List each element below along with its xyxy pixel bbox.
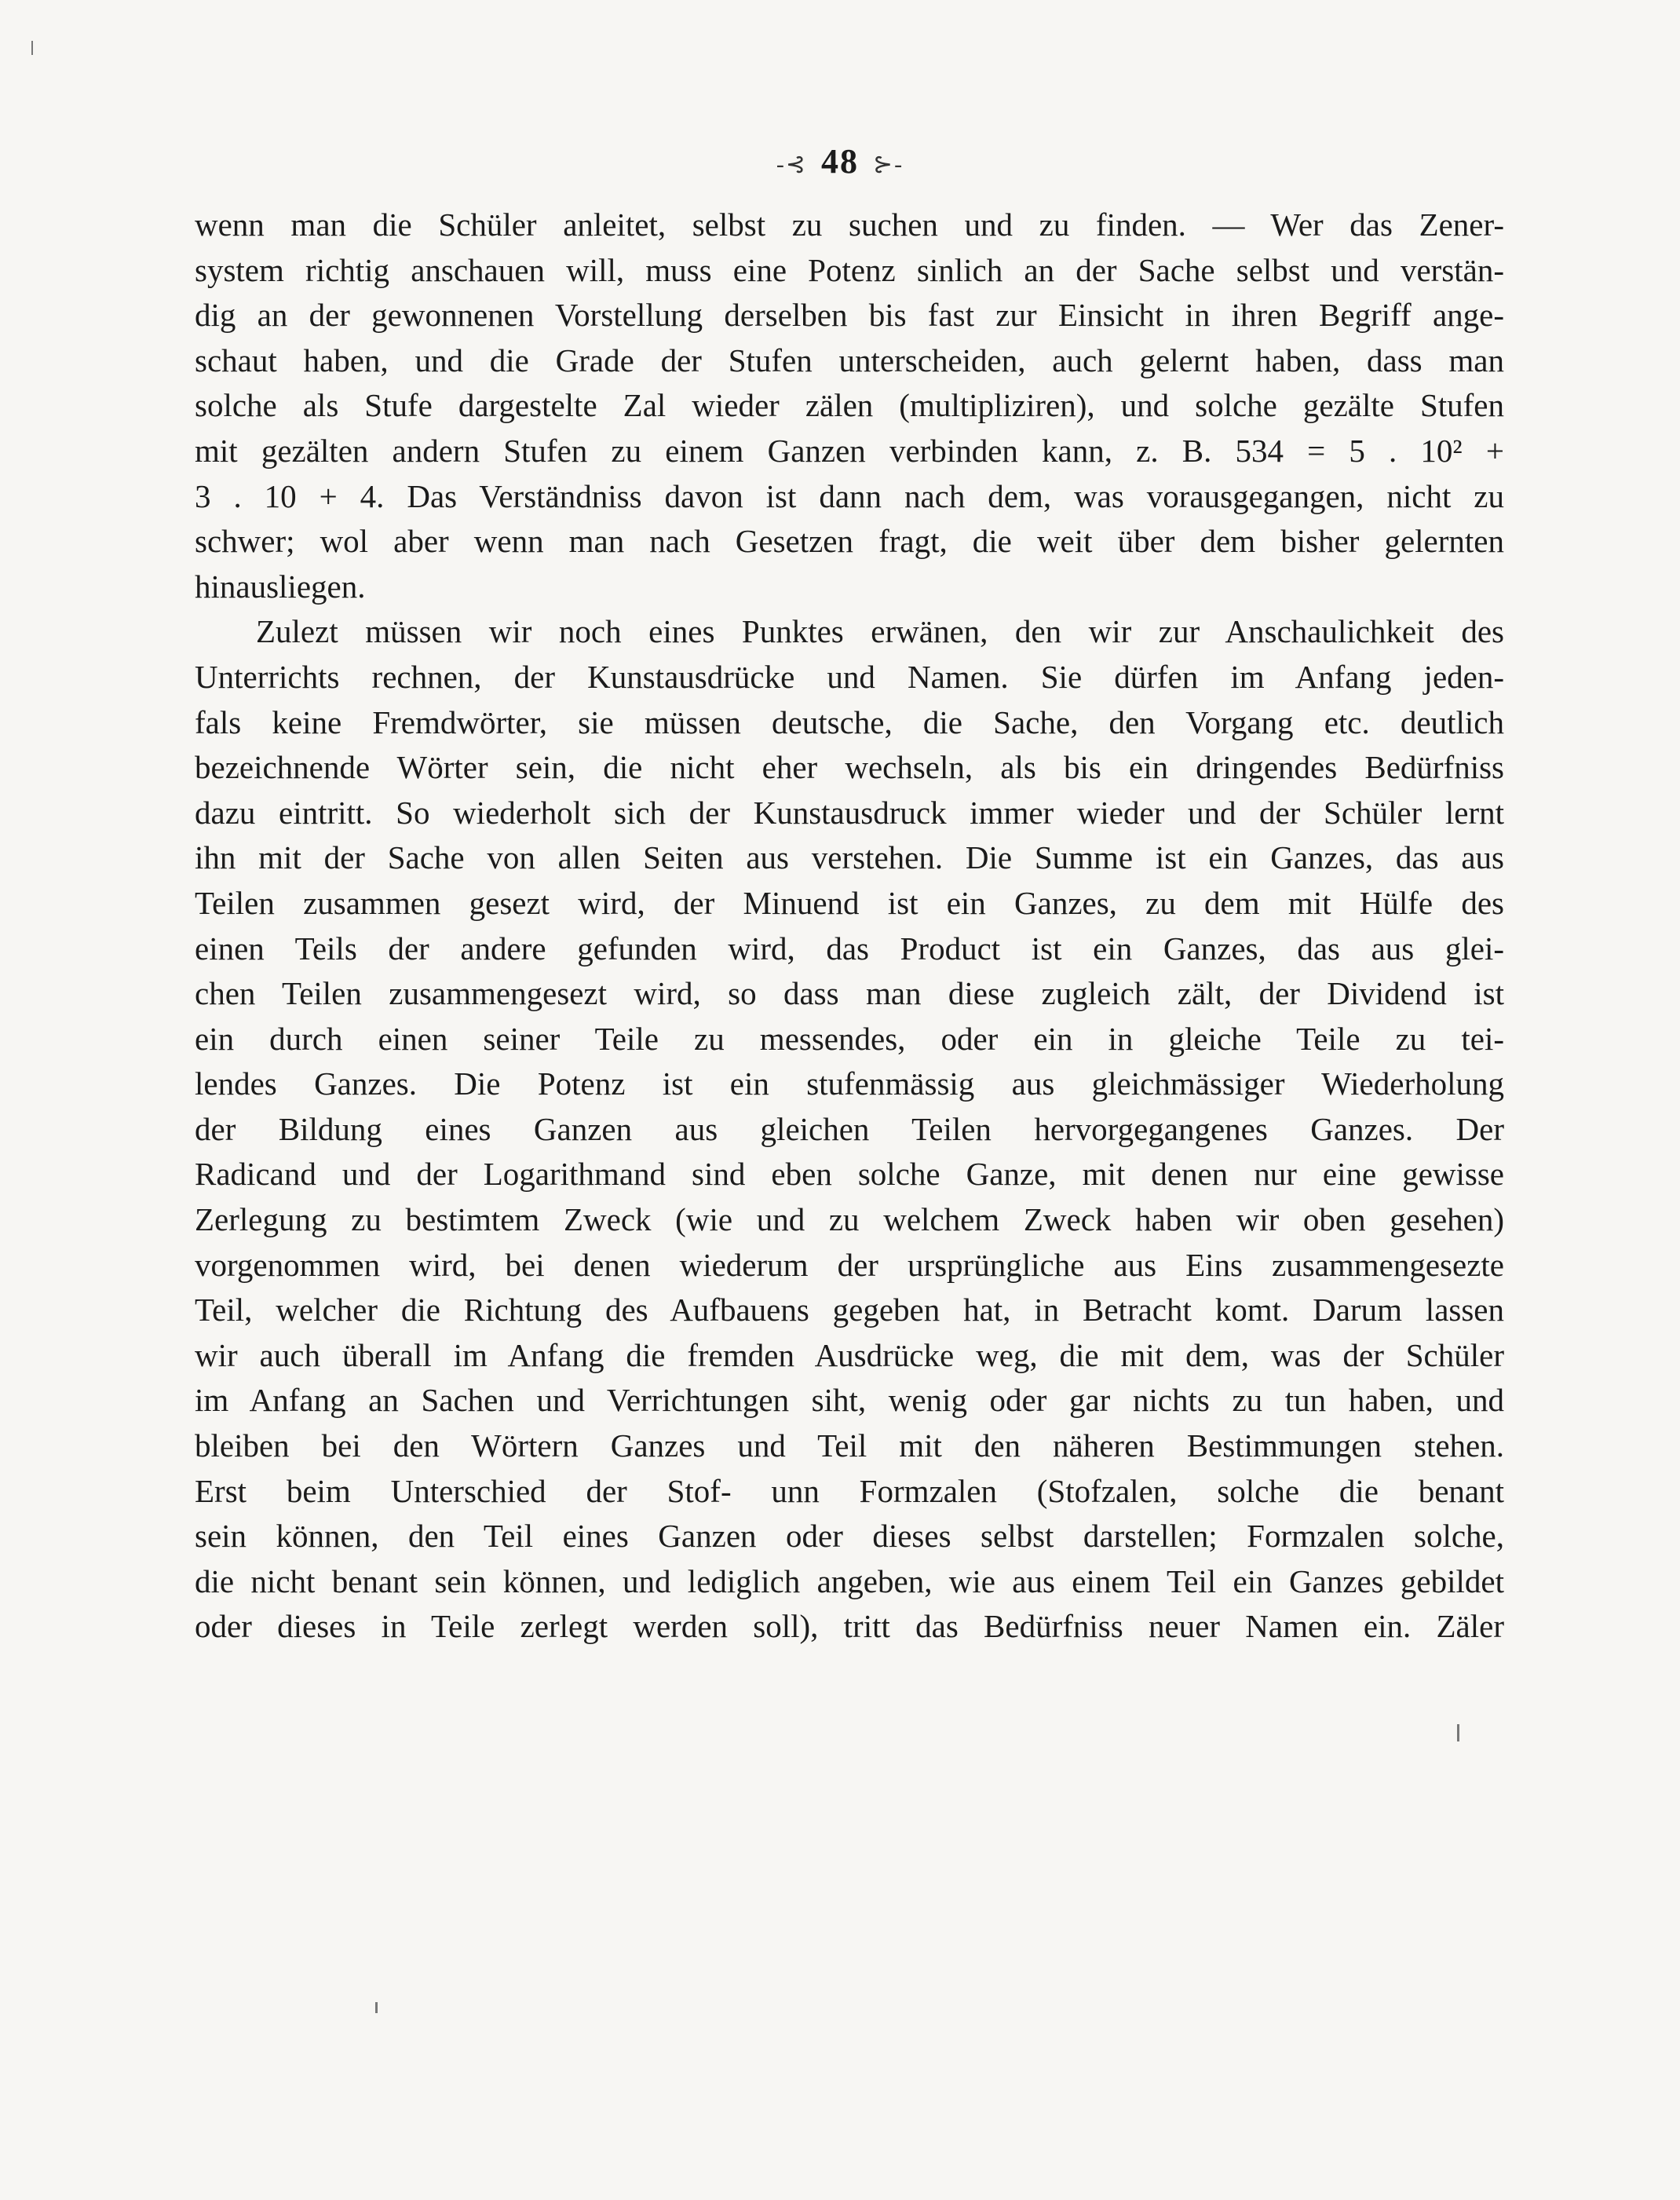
text-line: der Bildung eines Ganzen aus gleichen Teilen hervorgegangenes Ganzes. Der <box>195 1110 1504 1147</box>
text-line: Teilen zusammen gesezt wird, der Minuend ist ein Ganzes, zu dem mit Hülfe des <box>195 884 1504 921</box>
text-line: vorgenommen wird, bei denen wiederum der ursprüngliche aus Eins zusammengesezte <box>195 1246 1504 1283</box>
text-line: lendes Ganzes. Die Potenz ist ein stufenmässig aus gleichmässiger Wiederholung <box>195 1065 1504 1102</box>
text-line: Zerlegung zu bestimtem Zweck (wie und zu welchem Zweck haben wir oben gesehen) <box>195 1201 1504 1238</box>
text-line: system richtig anschauen will, muss eine Potenz sinlich an der Sache selbst und verstän- <box>195 251 1504 288</box>
text-line: im Anfang an Sachen und Verrichtungen siht, wenig oder gar nichts zu tun haben, und <box>195 1382 1504 1419</box>
text-line: Teil, welcher die Richtung des Aufbauens gegeben hat, in Betracht komt. Darum lassen <box>195 1292 1504 1328</box>
text-line: Radicand und der Logarithmand sind eben solche Ganze, mit denen nur eine gewisse <box>195 1156 1504 1193</box>
paragraph-1 <box>195 203 1504 609</box>
text-line: mit gezälten andern Stufen zu einem Ganzen verbinden kann, z. B. 534 = 5 . 10² + <box>195 432 1504 469</box>
text-line: hinausliegen. <box>195 568 366 605</box>
text-line: Unterrichts rechnen, der Kunstausdrücke und Namen. Sie dürfen im Anfang jeden- <box>195 658 1504 695</box>
text-line: wir auch überall im Anfang die fremden Ausdrücke weg, die mit dem, was der Schüler <box>195 1336 1504 1373</box>
text-line: schaut haben, und die Grade der Stufen unterscheiden, auch gelernt haben, dass man <box>195 342 1504 378</box>
text-line: oder dieses in Teile zerlegt werden soll), tritt das Bedürfniss neuer Namen ein. Zäler <box>195 1608 1504 1645</box>
text-line: bleiben bei den Wörtern Ganzes und Teil mit den näheren Bestimmungen stehen. <box>195 1427 1504 1464</box>
text-line: 3 . 10 + 4. Das Verständniss davon ist dann nach dem, was vorausgegangen, nicht zu <box>195 477 1504 514</box>
ornament-left-icon: -⊰ <box>776 152 807 178</box>
text-line: einen Teils der andere gefunden wird, das Product ist ein Ganzes, das aus glei- <box>195 930 1504 967</box>
text-line: ein durch einen seiner Teile zu messendes, oder ein in gleiche Teile zu tei- <box>195 1020 1504 1057</box>
text-line: ihn mit der Sache von allen Seiten aus verstehen. Die Summe ist ein Ganzes, das aus <box>195 839 1504 876</box>
text-line: solche als Stufe dargestelte Zal wieder zälen (multipliziren), und solche gezälte Stufen <box>195 387 1504 424</box>
scan-speck <box>1457 1724 1459 1741</box>
scan-speck <box>375 2002 378 2013</box>
scan-speck <box>31 41 33 55</box>
body-text <box>195 203 1504 1650</box>
text-line: dig an der gewonnenen Vorstellung derselben bis fast zur Einsicht in ihren Begriff ange- <box>195 297 1504 334</box>
text-line: fals keine Fremdwörter, sie müssen deutsche, die Sache, den Vorgang etc. deutlich <box>195 703 1504 740</box>
paragraph-2 <box>195 609 1504 1650</box>
text-line: schwer; wol aber wenn man nach Gesetzen fragt, die weit über dem bisher gelernten <box>195 523 1504 560</box>
text-line: Zulezt müssen wir noch eines Punktes erwänen, den wir zur Anschaulichkeit des <box>256 613 1504 650</box>
page-number: 48 <box>821 142 859 181</box>
text-line: dazu eintritt. So wiederholt sich der Kunstausdruck immer wieder und der Schüler lernt <box>195 794 1504 831</box>
page-header <box>0 141 1680 181</box>
text-line: wenn man die Schüler anleitet, selbst zu suchen und zu finden. — Wer das Zener- <box>195 206 1504 243</box>
text-line: chen Teilen zusammengesezt wird, so dass man diese zugleich zält, der Dividend ist <box>195 975 1504 1012</box>
text-line: bezeichnende Wörter sein, die nicht eher wechseln, als bis ein dringendes Bedürfniss <box>195 749 1504 786</box>
ornament-right-icon: ⊱- <box>873 152 904 178</box>
text-line: die nicht benant sein können, und lediglich angeben, wie aus einem Teil ein Ganzes gebildet <box>195 1562 1504 1599</box>
text-line: sein können, den Teil eines Ganzen oder dieses selbst darstellen; Formzalen solche, <box>195 1518 1504 1555</box>
text-line: Erst beim Unterschied der Stof- unn Formzalen (Stofzalen, solche die benant <box>195 1472 1504 1509</box>
